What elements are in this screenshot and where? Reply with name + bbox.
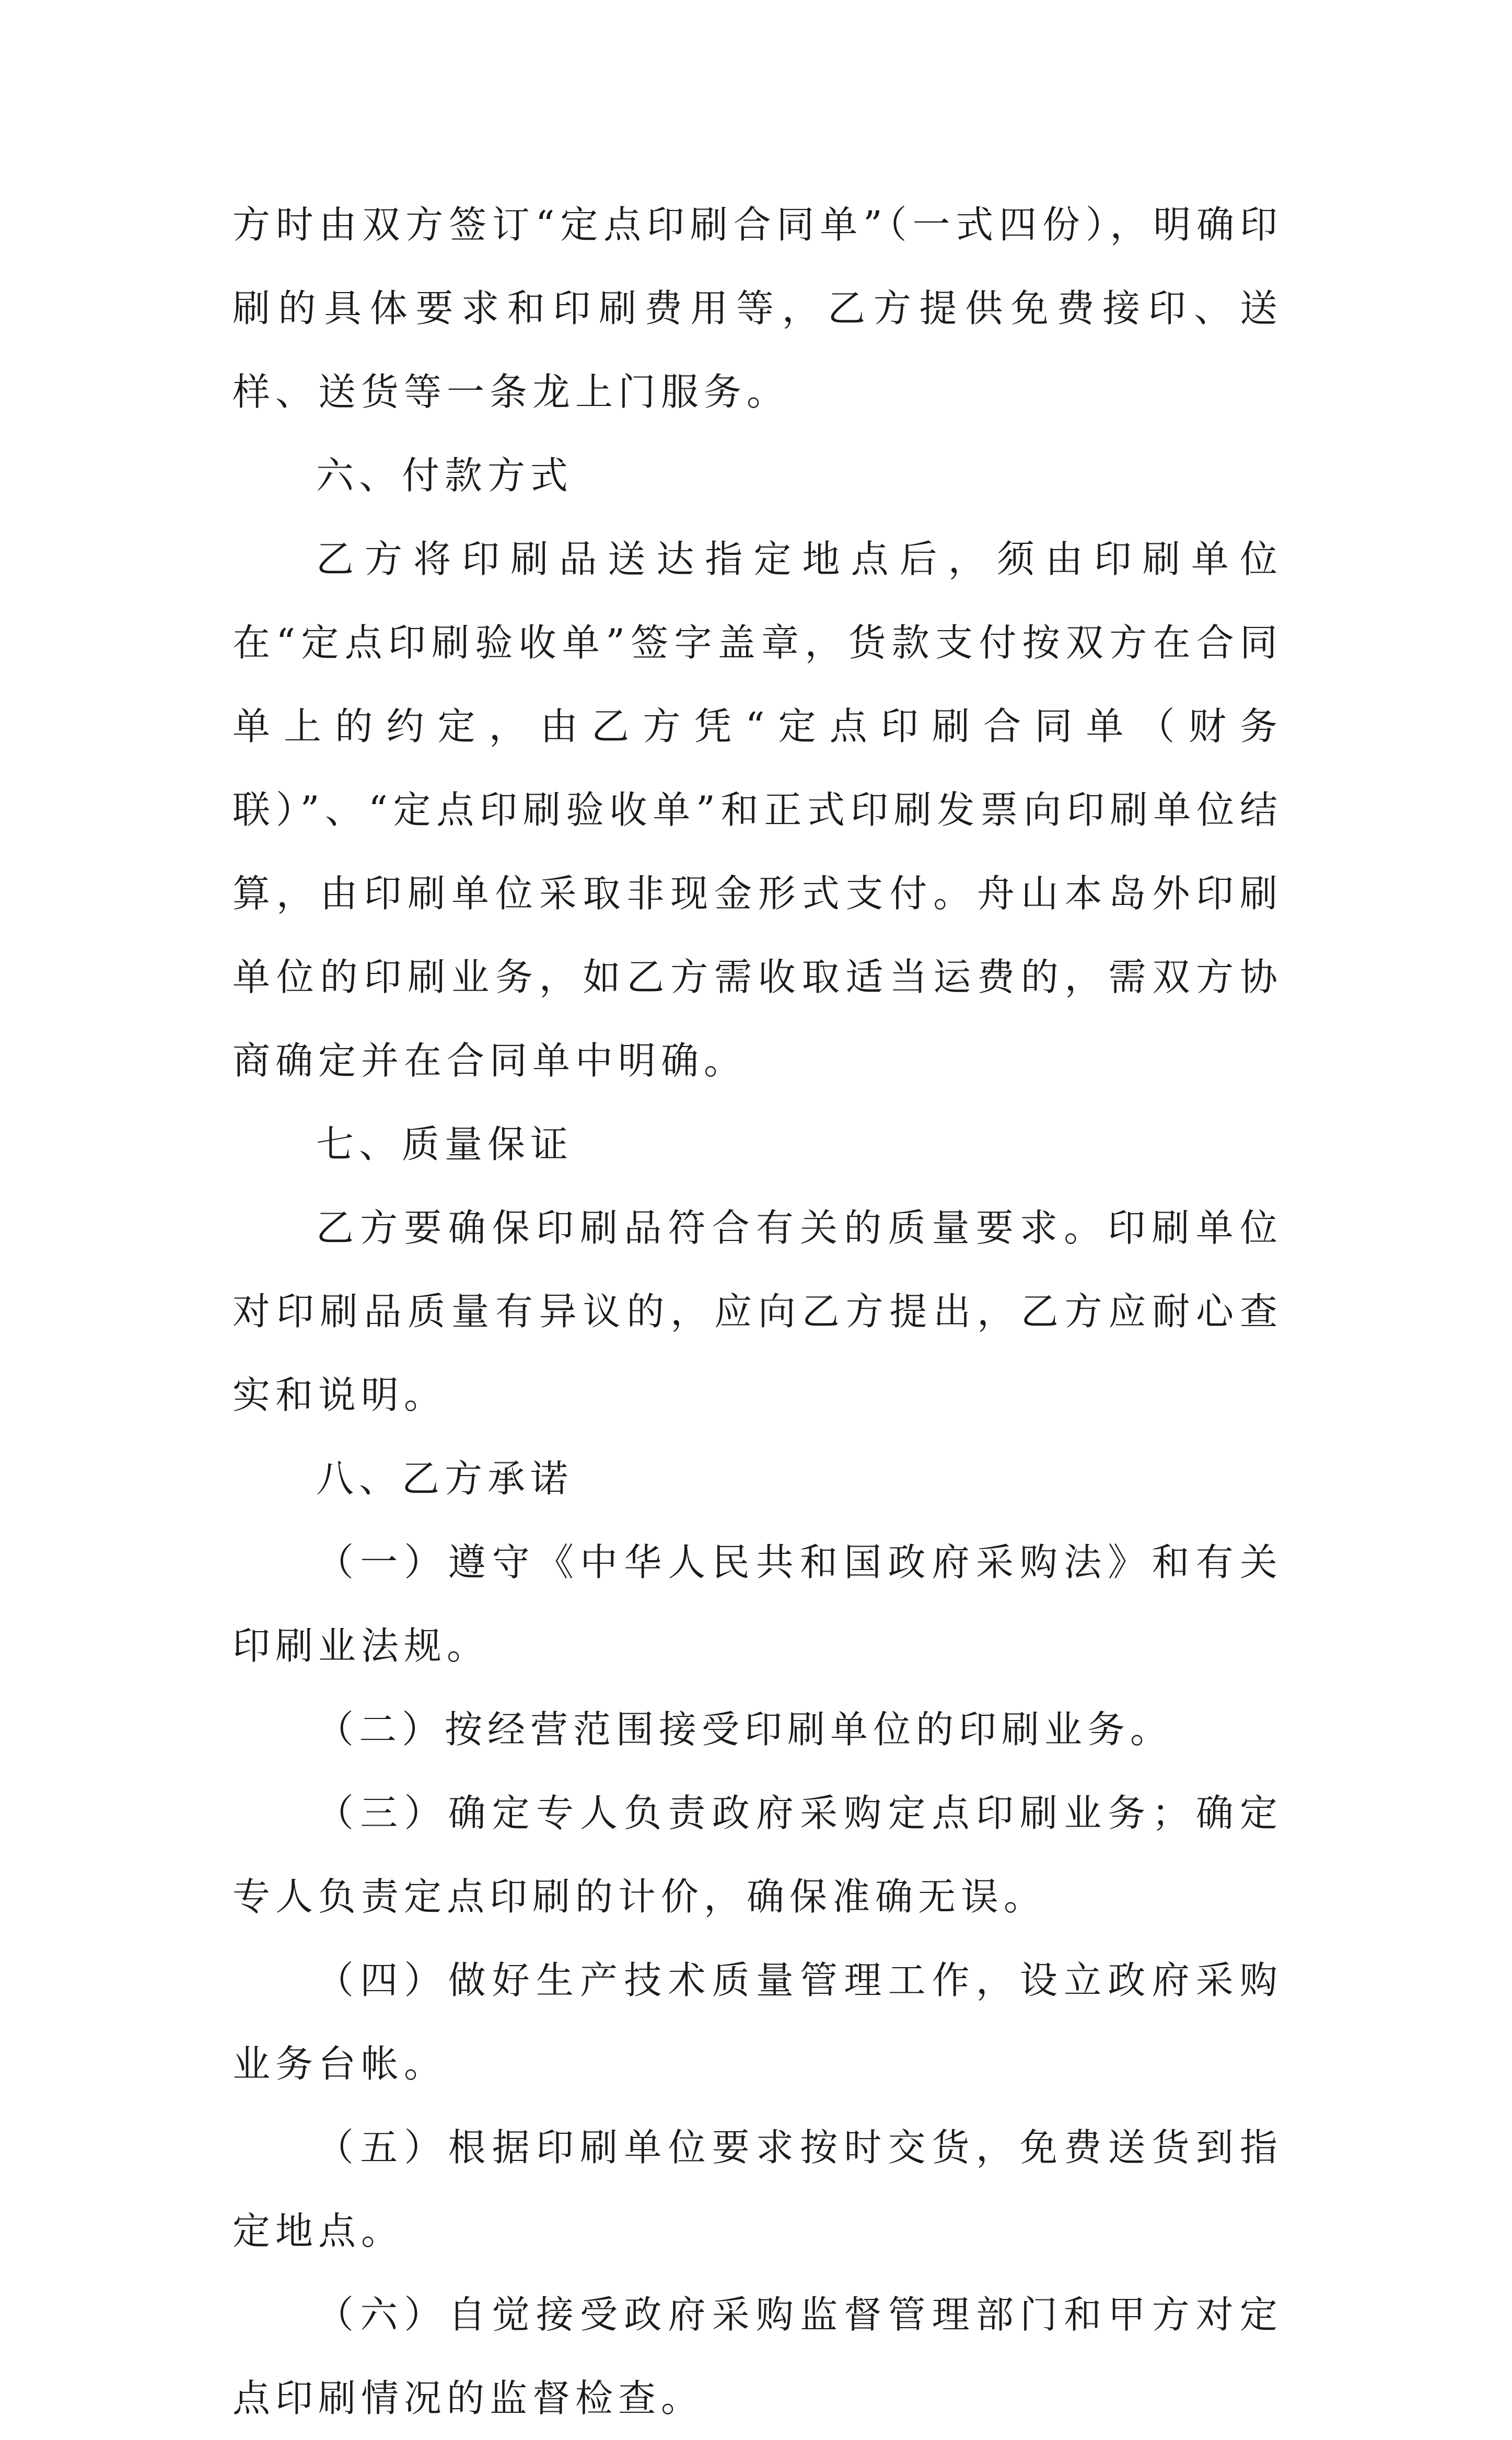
paragraph-payment-terms: 乙方将印刷品送达指定地点后，须由印刷单位在“定点印刷验收单”签字盖章，货款支付按双方在合同单上的约定，由乙方凭“定点印刷合同单（财务联）”、“定点印刷验收单”和正式印刷发票向印刷单位结算，由印刷单位采取非现金形式支付。舟山本岛外印刷单位的印刷业务，如乙方需收取适当运费的，需双方协商确定并在合同单中明确。 — [232, 537, 1283, 1083]
paragraph-quality-terms: 乙方要确保印刷品符合有关的质量要求。印刷单位对印刷品质量有异议的，应向乙方提出，乙方应耐心查实和说明。 — [232, 1206, 1283, 1417]
heading-quality-assurance: 七、质量保证 — [316, 1122, 574, 1166]
document-body — [232, 183, 1283, 2440]
paragraph-service-terms: 方时由双方签订“定点印刷合同单”（一式四份），明确印刷的具体要求和印刷费用等，乙方提供免费接印、送样、送货等一条龙上门服务。 — [232, 203, 1283, 414]
commitment-item-3: （三）确定专人负责政府采购定点印刷业务；确定专人负责定点印刷的计价，确保准确无误。 — [232, 1791, 1283, 1919]
commitment-item-5: （五）根据印刷单位要求按时交货，免费送货到指定地点。 — [232, 2125, 1283, 2253]
commitment-item-6: （六）自觉接受政府采购监督管理部门和甲方对定点印刷情况的监督检查。 — [232, 2293, 1283, 2420]
heading-payment-method: 六、付款方式 — [316, 454, 574, 497]
commitment-item-1: （一）遵守《中华人民共和国政府采购法》和有关印刷业法规。 — [232, 1540, 1283, 1668]
heading-party-b-commitments: 八、乙方承诺 — [316, 1457, 574, 1501]
commitment-item-4: （四）做好生产技术质量管理工作，设立政府采购业务台帐。 — [232, 1958, 1283, 2086]
commitment-item-2: （二）按经营范围接受印刷单位的印刷业务。 — [316, 1707, 1173, 1751]
